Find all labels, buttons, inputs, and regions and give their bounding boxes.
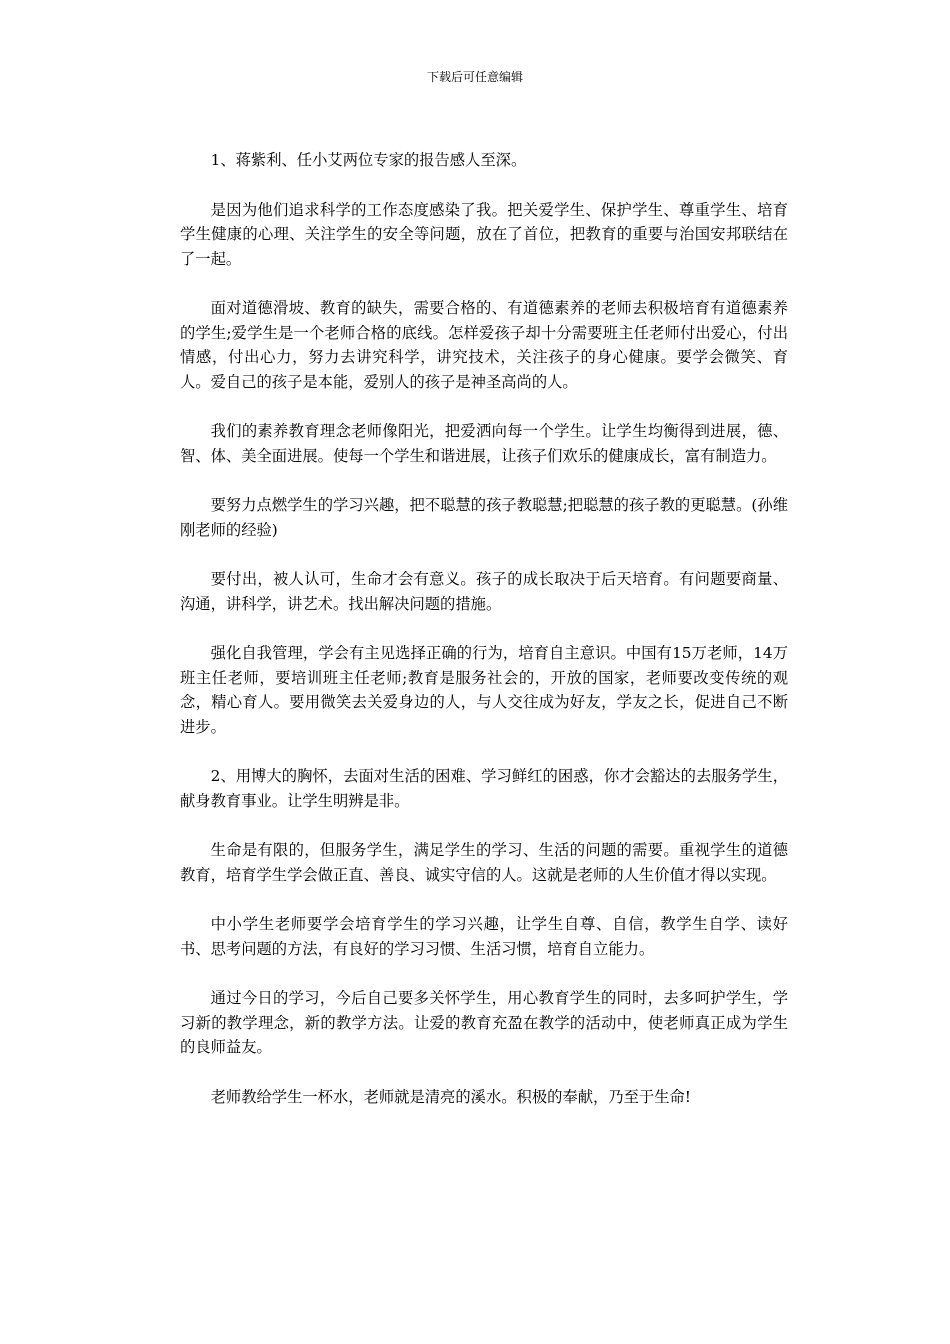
paragraph-10: 中小学生老师要学会培育学生的学习兴趣，让学生自尊、自信，教学生自学、读好书、思考问题的方法，有良好的学习习惯、生活习惯，培育自立能力。 xyxy=(180,915,788,958)
paragraph-2: 是因为他们追求科学的工作态度感染了我。把关爱学生、保护学生、尊重学生、培育学生健康的心理、关注学生的安全等问题，放在了首位，把教育的重要与治国安邦联结在了一起。 xyxy=(180,200,788,268)
paragraph-8: 2、用博大的胸怀，去面对生活的困难、学习鲜红的困惑，你才会豁达的去服务学生，献身教育事业。让学生明辨是非。 xyxy=(180,767,788,810)
paragraph-7: 强化自我管理，学会有主见选择正确的行为，培育自主意识。中国有15万老师，14万班主任老师，要培训班主任老师;教育是服务社会的，开放的国家，老师要改变传统的观念，精心育人。要用微笑去关爱身边的人，与人交往成为好友，学友之长，促进自己不断进步。 xyxy=(180,644,788,736)
paragraph-5: 要努力点燃学生的学习兴趣，把不聪慧的孩子教聪慧;把聪慧的孩子教的更聪慧。(孙维刚老师的经验) xyxy=(180,496,788,539)
page-header: 下载后可任意编辑 xyxy=(426,70,523,84)
paragraph-11: 通过今日的学习，今后自己要多关怀学生，用心教育学生的同时，去多呵护学生，学习新的教学理念，新的教学方法。让爱的教育充盈在教学的活动中，使老师真正成为学生的良师益友。 xyxy=(180,989,788,1056)
paragraph-9: 生命是有限的，但服务学生，满足学生的学习、生活的问题的需要。重视学生的道德教育，培育学生学会做正直、善良、诚实守信的人。这就是老师的人生价值才得以实现。 xyxy=(180,841,788,884)
paragraph-1: 1、蒋紫利、任小艾两位专家的报告感人至深。 xyxy=(210,151,527,169)
paragraph-6: 要付出，被人认可，生命才会有意义。孩子的成长取决于后天培育。有问题要商量、沟通，讲科学，讲艺术。找出解决问题的措施。 xyxy=(180,570,788,613)
paragraph-4: 我们的素养教育理念老师像阳光，把爱洒向每一个学生。让学生均衡得到进展，德、智、体、美全面进展。使每一个学生和谐进展，让孩子们欢乐的健康成长，富有制造力。 xyxy=(180,422,788,465)
paragraph-12: 老师教给学生一杯水，老师就是清亮的溪水。积极的奉献，乃至于生命! xyxy=(210,1087,691,1106)
document-body xyxy=(180,148,788,1134)
paragraph-3: 面对道德滑坡、教育的缺失，需要合格的、有道德素养的老师去积极培育有道德素养的学生;爱学生是一个老师合格的底线。怎样爱孩子却十分需要班主任老师付出爱心，付出情感，付出心力，努力去讲究科学，讲究技术，关注孩子的身心健康。要学会微笑、育人。爱自己的孩子是本能，爱别人的孩子是神圣高尚的人。 xyxy=(180,299,788,391)
